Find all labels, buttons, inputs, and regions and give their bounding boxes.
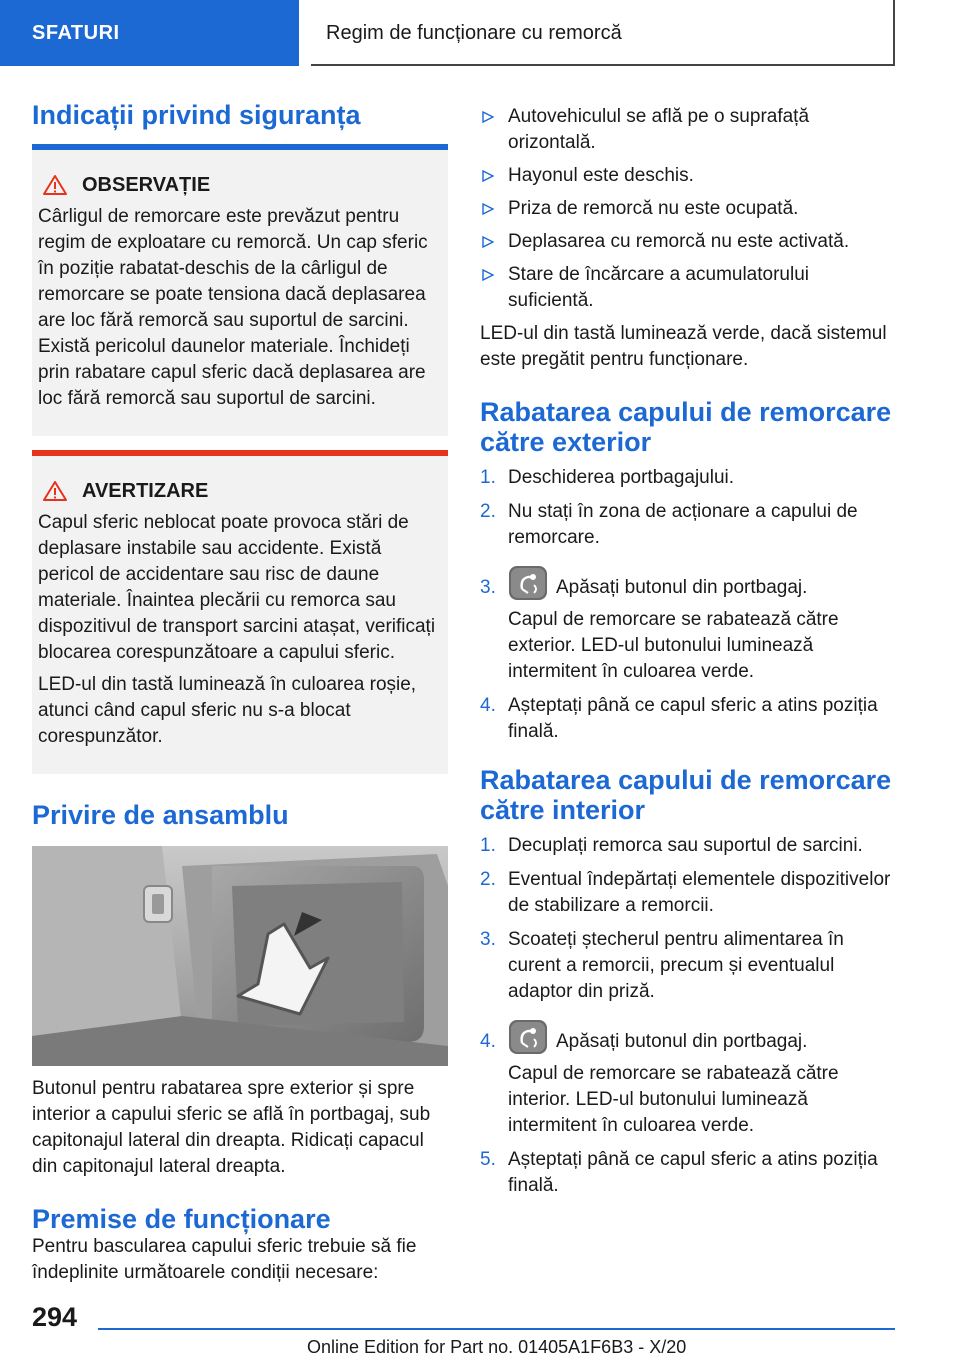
warning-title-row (38, 478, 442, 504)
bullet-triangle-icon (482, 111, 494, 123)
list-item: 1. Deschiderea portbagajului. (480, 467, 735, 488)
trunk-photo (32, 846, 448, 1066)
led-ready-text: LED-ul din tastă luminează verde, dacă sistemul este pregătit pentru funcționare. (480, 323, 887, 370)
warning-triangle-icon (42, 480, 68, 502)
out-heading: Rabatarea capului de remorcare către exterior (480, 397, 892, 457)
warning-box (32, 450, 448, 774)
footer-rule (98, 1328, 895, 1330)
notice-text: Cârligul de remorcare este prevăzut pentru regim de exploatare cu remorcă. Un cap sferic în poziție rabatat-deschis de la cârligul de remorcare se poate tensiona dacă deplasarea are loc fără remorcă sau suportul de sarcini. Există pericolul daunelor materiale. Închideți prin rabatare capul sferic dacă deplasarea are loc fără remorcă sau suportul de sarcini. (38, 206, 428, 409)
list-item: 4. Apăsați butonul din portbagaj. Capul de remorcare se rabatează către interior. LED-ul butonului luminează intermitent în culoarea verde. (480, 1019, 898, 1139)
page-number: 294 (32, 1302, 78, 1332)
premise-heading: Premise de funcționare (32, 1204, 331, 1234)
in-steps (480, 833, 898, 1199)
notice-title-row (38, 172, 442, 198)
list-item: Hayonul este deschis. (480, 163, 898, 189)
list-item: 3. Scoateți ștecherul pentru alimentarea în curent a remorcii, precum și eventualul adaptor din priză. (480, 929, 844, 1002)
list-item: 2. Eventual îndepărtați elementele dispozitivelor de stabilizare a remorcii. (480, 869, 891, 916)
trailer-hitch-button-icon (508, 565, 548, 601)
section-tab: SFATURI (0, 0, 299, 66)
chapter-title: Regim de funcționare cu remorcă (311, 0, 895, 66)
bullet-triangle-icon (482, 170, 494, 182)
list-item: 4. Așteptați până ce capul sferic a atins poziția finală. (480, 695, 878, 742)
bullet-triangle-icon (482, 269, 494, 281)
bullet-triangle-icon (482, 236, 494, 248)
left-column (32, 100, 448, 1286)
premise-text: Pentru bascularea capului sferic trebuie să fie îndeplinite următoarele condiții necesare: (32, 1236, 417, 1283)
list-item: 2. Nu stați în zona de acționare a capului de remorcare. (480, 501, 858, 548)
warning-triangle-icon (42, 174, 68, 196)
edition-text: Online Edition for Part no. 01405A1F6B3 - X/20 (307, 1337, 687, 1357)
conditions-list (480, 104, 898, 314)
warning-text-2: LED-ul din tastă luminează în culoarea roșie, atunci când capul sferic nu s-a blocat corespunzător. (38, 674, 417, 747)
list-item: Autovehiculul se află pe o suprafață orizontală. (480, 104, 898, 156)
warning-text-1: Capul sferic neblocat poate provoca stări de deplasare instabile sau accidente. Există pericol de accidentare sau risc de daune materiale. Înaintea plecării cu remorca sau dispozitivul de transport sarcini atașat, verificați blocarea corespunzătoare a capului sferic. (38, 512, 436, 663)
in-heading: Rabatarea capului de remorcare către interior (480, 765, 892, 825)
list-item: 1. Decuplați remorca sau suportul de sarcini. (480, 835, 863, 856)
list-item: Stare de încărcare a acumulatorului suficientă. (480, 262, 898, 314)
warning-title: AVERTIZARE (82, 480, 209, 502)
notice-box (32, 150, 448, 436)
out-steps (480, 465, 898, 745)
bullet-triangle-icon (482, 203, 494, 215)
list-item: Priza de remorcă nu este ocupată. (480, 196, 898, 222)
overview-heading: Privire de ansamblu (32, 800, 289, 830)
list-item: 3. Apăsați butonul din portbagaj. Capul de remorcare se rabatează către exterior. LED-ul butonului luminează intermitent în culoarea verde. (480, 565, 898, 685)
right-column (480, 104, 898, 1207)
list-item: Deplasarea cu remorcă nu este activată. (480, 229, 898, 255)
overview-text: Butonul pentru rabatarea spre exterior și spre interior a capului sferic se află în portbagaj, sub capitonajul lateral din dreapta. Ridicați capacul din capitonajul lateral dreapta. (32, 1078, 431, 1177)
page-header (0, 0, 960, 66)
notice-title: OBSERVAȚIE (82, 174, 211, 196)
safety-heading: Indicații privind siguranța (32, 100, 361, 130)
trailer-hitch-button-icon (508, 1019, 548, 1055)
list-item: 5. Așteptați până ce capul sferic a atins poziția finală. (480, 1149, 878, 1196)
